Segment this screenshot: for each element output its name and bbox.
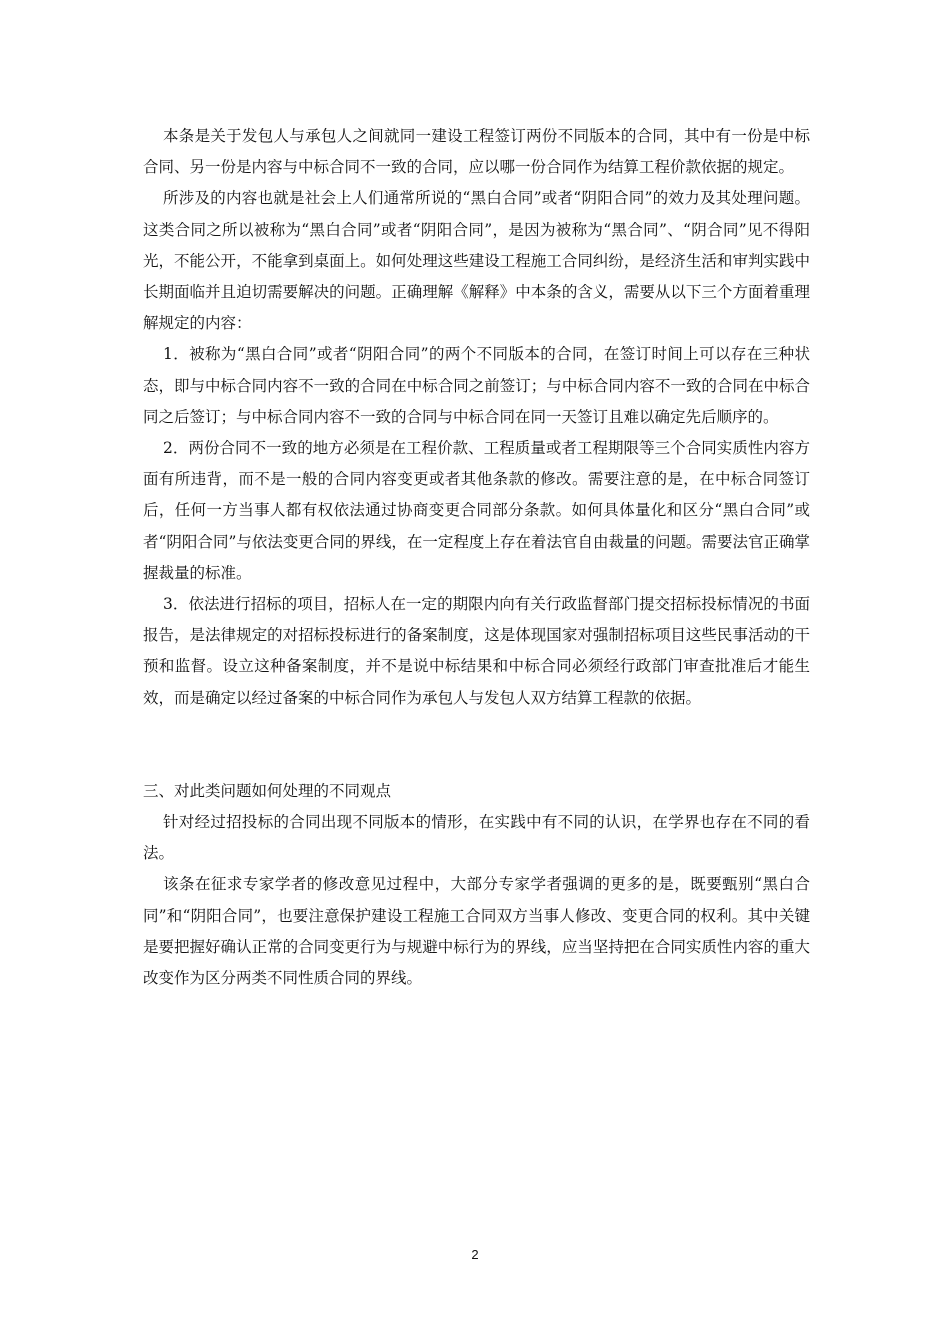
page-number: 2: [471, 1247, 479, 1262]
paragraph-experts: 该条在征求专家学者的修改意见过程中，大部分专家学者强调的更多的是，既要甄别“黑白合同”和“阴阳合同”，也要注意保护建设工程施工合同双方当事人修改、变更合同的权利。其中关键是要把握好确认正常的合同变更行为与规避中标行为的界线，应当坚持把在合同实质性内容的重大改变作为区分两类不同性质合同的界线。: [143, 875, 810, 988]
section-spacer: [143, 714, 810, 776]
paragraph-scope: 本条是关于发包人与承包人之间就同一建设工程签订两份不同版本的合同，其中有一份是中标合同、另一份是内容与中标合同不一致的合同，应以哪一份合同作为结算工程价款依据的规定。: [143, 127, 810, 177]
list-item-2: 2．两份合同不一致的地方必须是在工程价款、工程质量或者工程期限等三个合同实质性内容方面有所违背，而不是一般的合同内容变更或者其他条款的修改。需要注意的是，在中标合同签订后，任何一方当事人都有权依法通过协商变更合同部分条款。如何具体量化和区分“黑白合同”或者“阴阳合同”与依法变更合同的界线，在一定程度上存在着法官自由裁量的问题。需要法官正确掌握裁量的标准。: [143, 439, 810, 582]
document-body: [143, 121, 810, 994]
section-heading: 三、对此类问题如何处理的不同观点: [143, 781, 392, 800]
paragraph-background: 所涉及的内容也就是社会上人们通常所说的“黑白合同”或者“阴阳合同”的效力及其处理问题。这类合同之所以被称为“黑白合同”或者“阴阳合同”，是因为被称为“黑合同”、“阴合同”见不得阳光，不能公开，不能拿到桌面上。如何处理这些建设工程施工合同纠纷，是经济生活和审判实践中长期面临并且迫切需要解决的问题。正确理解《解释》中本条的含义，需要从以下三个方面着重理解规定的内容：: [143, 189, 810, 333]
list-item-1: 1．被称为“黑白合同”或者“阴阳合同”的两个不同版本的合同，在签订时间上可以存在三种状态，即与中标合同内容不一致的合同在中标合同之前签订；与中标合同内容不一致的合同在中标合同之后签订；与中标合同内容不一致的合同与中标合同在同一天签订且难以确定先后顺序的。: [143, 345, 810, 426]
list-item-3: 3．依法进行招标的项目，招标人在一定的期限内向有关行政监督部门提交招标投标情况的书面报告，是法律规定的对招标投标进行的备案制度，这是体现国家对强制招标项目这些民事活动的干预和监督。设立这种备案制度，并不是说中标结果和中标合同必须经行政部门审查批准后才能生效，而是确定以经过备案的中标合同作为承包人与发包人双方结算工程款的依据。: [143, 595, 810, 707]
paragraph-views: 针对经过招投标的合同出现不同版本的情形，在实践中有不同的认识，在学界也存在不同的看法。: [143, 813, 810, 863]
